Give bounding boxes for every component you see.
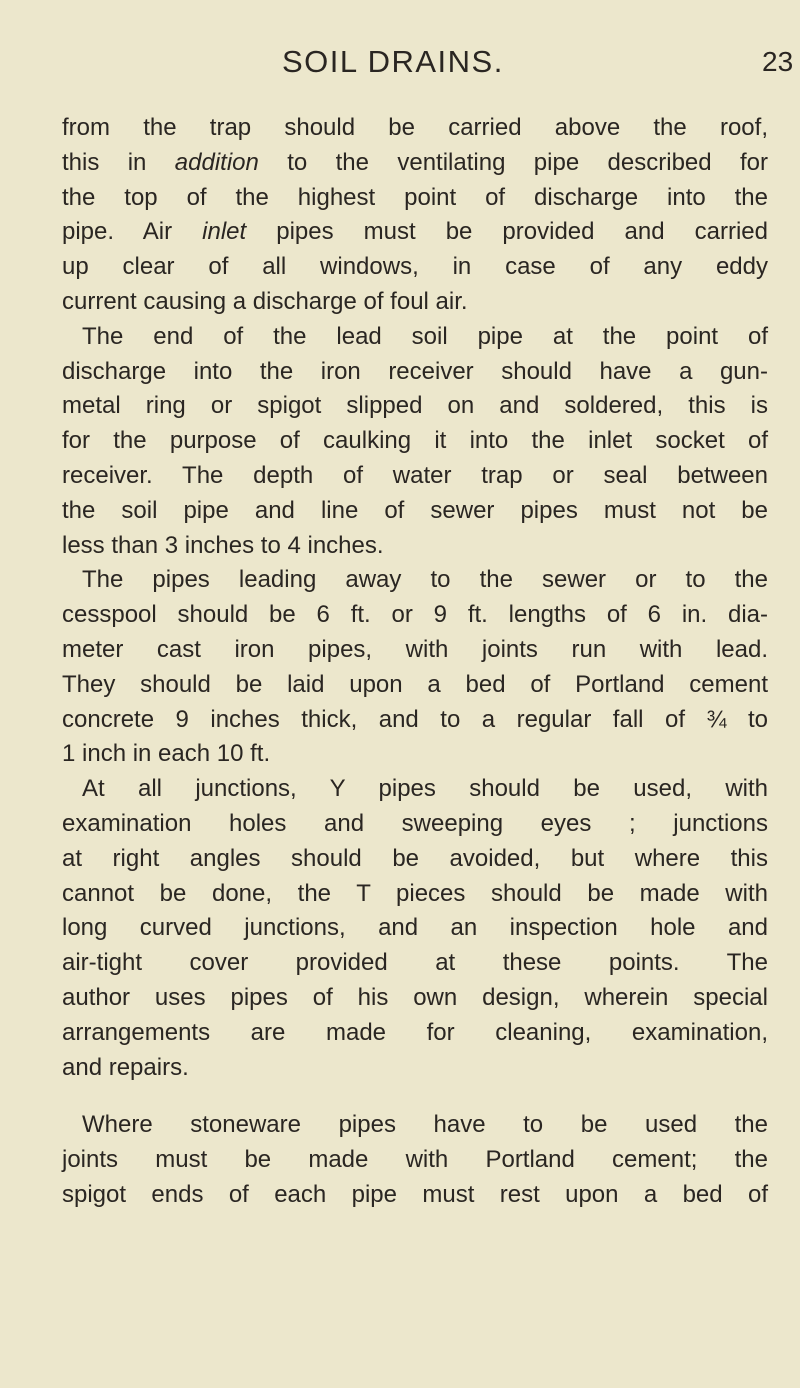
text-line: and repairs. (62, 1053, 189, 1081)
paragraph-gap (62, 1085, 768, 1108)
text-line: meter cast iron pipes, with joints run with lead. (62, 635, 768, 663)
italic-text: inlet (202, 218, 247, 246)
text-line: receiver. The depth of water trap or seal between (62, 461, 768, 489)
text-line: this in addition to the ventilating pipe described for (62, 148, 768, 176)
paragraph-start-line: Where stoneware pipes have to be used the (82, 1111, 768, 1139)
text-line: They should be laid upon a bed of Portland cement (62, 670, 768, 698)
running-head (0, 44, 800, 84)
paragraph-start-line: At all junctions, Y pipes should be used, with (82, 775, 768, 803)
text-line: concrete 9 inches thick, and to a regular fall of ¾ to (62, 705, 768, 733)
text-line: discharge into the iron receiver should have a gun- (62, 357, 768, 385)
text-line: for the purpose of caulking it into the inlet socket of (62, 427, 768, 455)
text-line: less than 3 inches to 4 inches. (62, 531, 384, 559)
text-line: air-tight cover provided at these points. The (62, 949, 768, 977)
text-line: cesspool should be 6 ft. or 9 ft. lengths of 6 in. dia- (62, 601, 768, 629)
text-line: long curved junctions, and an inspection hole and (62, 914, 768, 942)
text-line: author uses pipes of his own design, wherein special (62, 983, 768, 1011)
italic-text: addition (174, 148, 259, 176)
page-number: 23 (762, 46, 794, 77)
text-line: 1 inch in each 10 ft. (62, 740, 271, 768)
text-line: joints must be made with Portland cement; the (62, 1146, 768, 1174)
text-line: cannot be done, the T pieces should be made with (62, 879, 768, 907)
body-text (62, 111, 768, 1213)
text-line: the soil pipe and line of sewer pipes must not be (62, 496, 768, 524)
paragraph-start-line: The pipes leading away to the sewer or to the (82, 566, 768, 594)
text-line: metal ring or spigot slipped on and soldered, this is (62, 392, 768, 420)
text-line: current causing a discharge of foul air. (62, 287, 468, 315)
text-line: from the trap should be carried above the roof, (62, 114, 768, 141)
text-line: examination holes and sweeping eyes ; junctions (62, 809, 768, 837)
text-line: spigot ends of each pipe must rest upon a bed of (62, 1180, 768, 1208)
text-line: arrangements are made for cleaning, examination, (62, 1018, 768, 1046)
paragraph-start-line: The end of the lead soil pipe at the point of (82, 322, 768, 350)
running-head-title: SOIL DRAINS. (282, 44, 504, 79)
text-line: the top of the highest point of discharge into the (62, 183, 768, 211)
text-line: pipe. Air inlet pipes must be provided and carried (62, 218, 768, 246)
text-line: up clear of all windows, in case of any eddy (62, 253, 768, 281)
text-line: at right angles should be avoided, but where this (62, 844, 768, 872)
